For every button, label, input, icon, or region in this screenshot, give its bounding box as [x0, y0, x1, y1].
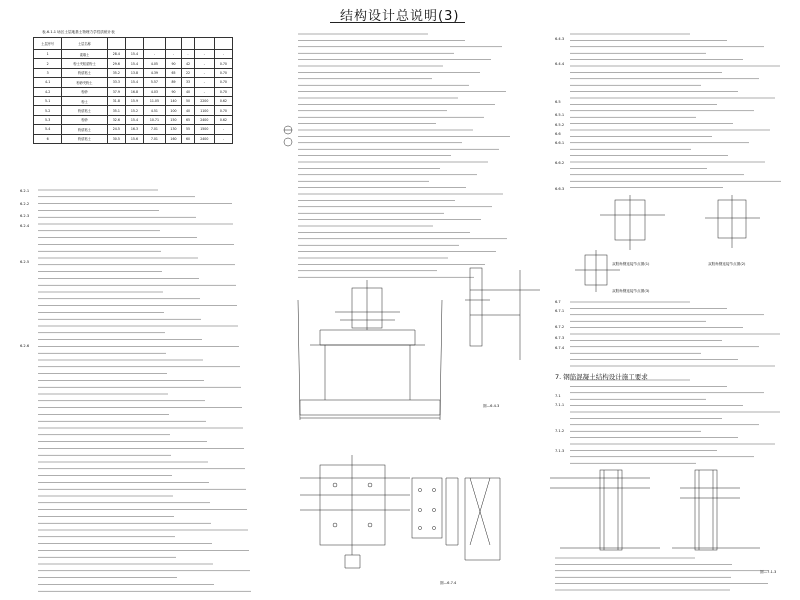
table-cell: 90: [165, 87, 181, 96]
table-cell: 11.05: [144, 96, 166, 105]
section-number: 6.7.1: [555, 309, 565, 313]
figure-caption: 图—6.4.3: [483, 404, 500, 408]
table-cell: 2200: [194, 96, 214, 105]
table-cell: 粉质粘土: [62, 68, 107, 77]
table-cell: 4-2: [34, 87, 62, 96]
connection-detail: [412, 478, 500, 560]
table-cell: 7.01: [144, 134, 166, 143]
section-number: 6.7.3: [555, 336, 565, 340]
detail-caption: 双肢角钢连接节点图(1): [612, 262, 650, 266]
section-number: 7.1.2: [555, 429, 565, 433]
angle-joint-details: [575, 195, 760, 292]
table-cell: 3: [34, 68, 62, 77]
table-cell: 15.9: [125, 96, 143, 105]
detail-caption: 双肢角钢连接节点图(2): [708, 262, 746, 266]
table-cell: 65: [165, 68, 181, 77]
table-cell: 0.70: [214, 78, 232, 87]
table-cell: 5.57: [144, 78, 166, 87]
table-cell: 40: [182, 106, 195, 115]
table-cell: 140: [165, 96, 181, 105]
table-cell: 5-2: [34, 106, 62, 115]
section-number: 6.2.2: [20, 202, 30, 206]
foundation-section-drawing: [298, 280, 442, 420]
table-cell: 89: [165, 78, 181, 87]
table-cell: -: [194, 59, 214, 68]
table-cell: 粉土: [62, 96, 107, 105]
table-cell: 40: [182, 87, 195, 96]
table-cell: 90: [165, 59, 181, 68]
table-cell: -: [182, 50, 195, 59]
detail-caption: 双肢角钢连接节点图(3): [612, 289, 650, 293]
text-lines-middle: [298, 34, 510, 277]
table-cell: 0.70: [214, 87, 232, 96]
table-cell: 4.03: [144, 87, 166, 96]
section-number: 6.6: [555, 132, 561, 136]
table-cell: 粉质粘土: [62, 125, 107, 134]
table-cell: 粉土夹粘质粉土: [62, 59, 107, 68]
text-lines-left: [38, 190, 251, 591]
section-number: 6.7.4: [555, 346, 565, 350]
table-cell: 4-1: [34, 78, 62, 87]
table-cell: 32.6: [107, 115, 125, 124]
table-cell: 42: [182, 59, 195, 68]
wall-anchor-detail: [465, 268, 540, 360]
steel-plate-detail: [300, 455, 410, 568]
table-cell: 1100: [194, 106, 214, 115]
table-cell: 7.01: [144, 125, 166, 134]
table-cell: -: [165, 50, 181, 59]
table-cell: 100: [165, 106, 181, 115]
table-cell: 4.51: [144, 106, 166, 115]
table-cell: 0.70: [214, 68, 232, 77]
table-cell: -: [214, 125, 232, 134]
table-cell: 33.3: [107, 78, 125, 87]
section-number: 6.5.2: [555, 123, 565, 127]
section-number: 6.6.2: [555, 161, 565, 165]
section-number: 6.4.4: [555, 62, 565, 66]
table-cell: 130: [165, 125, 181, 134]
table-cell: 33: [182, 78, 195, 87]
section-number: 6.7.2: [555, 325, 565, 329]
table-cell: 2400: [194, 134, 214, 143]
figure-caption: 图—6.7.4: [440, 581, 457, 585]
section-number: 6.7: [555, 300, 561, 304]
table-cell: 160: [165, 134, 181, 143]
soil-table-caption: 表-6.1.1 场区土层地基土物理力学性质统计表: [42, 30, 115, 34]
table-cell: 37.9: [107, 87, 125, 96]
table-cell: 55: [182, 125, 195, 134]
section-number: 6.2.4: [20, 224, 30, 228]
table-cell: 粉质粘土: [62, 106, 107, 115]
sheet-title: 结构设计总说明(3): [340, 9, 460, 24]
reinforcement-detail: [550, 470, 760, 550]
table-cell: 15.2: [125, 106, 143, 115]
table-cell: 50: [182, 96, 195, 105]
table-cell: 15.4: [125, 50, 143, 59]
table-cell: -: [144, 50, 166, 59]
table-cell: 15.4: [125, 59, 143, 68]
section-number: 6.6.1: [555, 141, 565, 145]
table-cell: 0.70: [214, 59, 232, 68]
table-cell: 16.3: [125, 125, 143, 134]
table-cell: 2400: [194, 115, 214, 124]
section-number: 7.1.1: [555, 403, 565, 407]
table-cell: 15.4: [125, 115, 143, 124]
table-cell: 60: [182, 134, 195, 143]
table-cell: 5-3: [34, 115, 62, 124]
table-cell: -: [194, 68, 214, 77]
table-cell: 1: [34, 50, 62, 59]
section-number: 6.2.3: [20, 214, 30, 218]
table-cell: 0.62: [214, 96, 232, 105]
table-cell: 5-1: [34, 96, 62, 105]
table-cell: 13.8: [125, 68, 143, 77]
section-number: 6.2.5: [20, 260, 30, 264]
table-cell: 35.1: [107, 106, 125, 115]
table-cell: 粉砂: [62, 87, 107, 96]
section-number: 6.5.1: [555, 113, 565, 117]
section-number: 7.1: [555, 394, 561, 398]
table-header-cell: 土层序号: [34, 38, 62, 50]
section-number: 6.6.3: [555, 187, 565, 191]
paragraph: 6.2.1: [20, 189, 30, 193]
table-cell: 4.05: [144, 59, 166, 68]
table-cell: 16.8: [125, 87, 143, 96]
table-header-cell: 土层名称: [62, 38, 107, 50]
table-cell: 29.6: [107, 59, 125, 68]
table-cell: 65: [182, 115, 195, 124]
table-cell: 粉质粘土: [62, 134, 107, 143]
table-cell: -: [194, 50, 214, 59]
table-cell: 粉砂夹粉土: [62, 78, 107, 87]
table-cell: 粉砂: [62, 115, 107, 124]
table-cell: 150: [165, 115, 181, 124]
section-number: 6.5: [555, 100, 561, 104]
table-cell: 15.4: [125, 78, 143, 87]
table-cell: -: [214, 50, 232, 59]
table-cell: 10.71: [144, 115, 166, 124]
table-cell: 15.6: [125, 134, 143, 143]
section-number: 6.4.3: [555, 37, 565, 41]
table-cell: 5-4: [34, 125, 62, 134]
table-cell: -: [194, 87, 214, 96]
text-lines-right: [555, 34, 781, 590]
table-cell: 6: [34, 134, 62, 143]
table-cell: 2: [34, 59, 62, 68]
table-cell: -: [194, 78, 214, 87]
table-cell: 31.8: [107, 96, 125, 105]
section-7-heading: 7. 钢筋混凝土结构设计施工要求: [555, 373, 648, 381]
table-cell: 24.5: [107, 125, 125, 134]
table-cell: 0.62: [214, 115, 232, 124]
table-cell: 30.5: [107, 134, 125, 143]
table-cell: 素填土: [62, 50, 107, 59]
table-cell: 22: [182, 68, 195, 77]
section-number: 6.2.6: [20, 344, 30, 348]
table-cell: 35.2: [107, 68, 125, 77]
table-cell: -: [214, 134, 232, 143]
table-cell: 0.70: [214, 106, 232, 115]
section-number: 7.1.3: [555, 449, 565, 453]
figure-caption: 图—7.1.3: [760, 570, 777, 574]
table-cell: 28.4: [107, 50, 125, 59]
table-cell: 1500: [194, 125, 214, 134]
note-markers: [284, 126, 292, 146]
table-cell: 4.39: [144, 68, 166, 77]
